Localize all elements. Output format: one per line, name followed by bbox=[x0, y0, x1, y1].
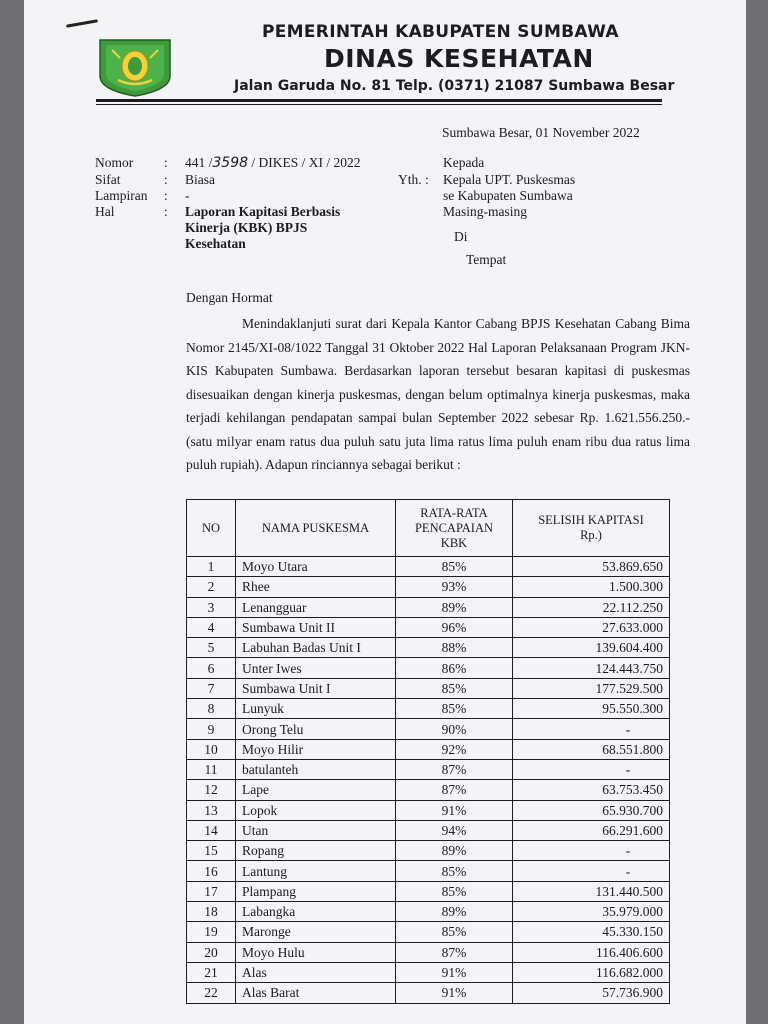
nomor-colon: : bbox=[164, 155, 168, 170]
cell-selisih: 177.529.500 bbox=[513, 678, 670, 698]
letterhead-agency: DINAS KESEHATAN bbox=[324, 44, 594, 73]
cell-no: 12 bbox=[187, 780, 236, 800]
letterhead-government: PEMERINTAH KABUPATEN SUMBAWA bbox=[262, 22, 619, 42]
cell-no: 14 bbox=[187, 820, 236, 840]
nomor-label: Nomor bbox=[95, 155, 134, 170]
table-header-row bbox=[187, 500, 670, 557]
lampiran-label: Lampiran bbox=[95, 188, 148, 203]
table-row bbox=[187, 678, 670, 698]
cell-selisih: 124.443.750 bbox=[513, 658, 670, 678]
cell-no: 10 bbox=[187, 739, 236, 759]
cell-selisih: 1.500.300 bbox=[513, 577, 670, 597]
table-row bbox=[187, 962, 670, 982]
header-kbk bbox=[396, 500, 513, 557]
nomor-prefix: 441 / bbox=[185, 155, 213, 170]
table-row bbox=[187, 739, 670, 759]
cell-kbk: 89% bbox=[396, 841, 513, 861]
sifat-label: Sifat bbox=[95, 172, 121, 187]
cell-selisih: 53.869.650 bbox=[513, 557, 670, 577]
cell-name: Moyo Hilir bbox=[236, 739, 396, 759]
sifat-value: Biasa bbox=[185, 172, 215, 187]
cell-no: 21 bbox=[187, 962, 236, 982]
cell-name: Lopok bbox=[236, 800, 396, 820]
cell-no: 20 bbox=[187, 942, 236, 962]
hal-line-3: Kesehatan bbox=[185, 236, 246, 251]
cell-no: 6 bbox=[187, 658, 236, 678]
cell-selisih: 68.551.800 bbox=[513, 739, 670, 759]
cell-no: 19 bbox=[187, 922, 236, 942]
cell-kbk: 85% bbox=[396, 881, 513, 901]
salutation: Dengan Hormat bbox=[186, 290, 273, 305]
cell-name: Lenangguar bbox=[236, 597, 396, 617]
table-row bbox=[187, 577, 670, 597]
table-row bbox=[187, 983, 670, 1003]
header-selisih-line-1: SELISIH KAPITASI bbox=[538, 513, 644, 527]
cell-kbk: 87% bbox=[396, 759, 513, 779]
cell-kbk: 93% bbox=[396, 577, 513, 597]
cell-selisih: - bbox=[513, 861, 670, 881]
recipient-line-1: Kepala UPT. Puskesmas bbox=[443, 172, 576, 187]
cell-name: Alas Barat bbox=[236, 983, 396, 1003]
nomor-suffix: / DIKES / XI / 2022 bbox=[251, 155, 361, 170]
cell-no: 18 bbox=[187, 902, 236, 922]
body-paragraph-text: Menindaklanjuti surat dari Kepala Kantor Cabang BPJS Kesehatan Cabang Bima Nomor 2145/XI-08/1022 Tanggal 31 Oktober 2022 Hal Laporan Pelaksanaan Program JKN-KIS Kabupaten Sumbawa. Berdasarkan laporan tersebut besaran kapitasi di puskesmas disesuaikan dengan kinerja puskesmas, dengan belum optimalnya kinerja puskesmas, maka terjadi kehilangan pendapatan sampai bulan September 2022 sebesar Rp. 1.621.556.250.- (satu milyar enam ratus dua puluh satu juta lima ratus lima puluh enam ribu dua ratus lima puluh rupiah). Adapun rinciannya sebagai berikut : bbox=[186, 316, 690, 472]
recipient-line-2: se Kabupaten Sumbawa bbox=[443, 188, 573, 203]
recipient-line-3: Masing-masing bbox=[443, 204, 527, 219]
cell-no: 15 bbox=[187, 841, 236, 861]
cell-name: Lantung bbox=[236, 861, 396, 881]
hal-line-2: Kinerja (KBK) BPJS bbox=[185, 220, 308, 235]
cell-name: Unter Iwes bbox=[236, 658, 396, 678]
recipient-di: Di bbox=[454, 229, 468, 244]
recipient-tempat: Tempat bbox=[466, 252, 507, 267]
body-paragraph bbox=[186, 312, 690, 477]
lampiran-colon: : bbox=[164, 188, 168, 203]
cell-name: Moyo Hulu bbox=[236, 942, 396, 962]
cell-name: Sumbawa Unit I bbox=[236, 678, 396, 698]
cell-no: 2 bbox=[187, 577, 236, 597]
cell-name: Orong Telu bbox=[236, 719, 396, 739]
table-row bbox=[187, 759, 670, 779]
cell-selisih: 35.979.000 bbox=[513, 902, 670, 922]
cell-name: Utan bbox=[236, 820, 396, 840]
cell-selisih: 63.753.450 bbox=[513, 780, 670, 800]
header-kbk-line-2: PENCAPAIAN bbox=[414, 520, 494, 535]
table-row bbox=[187, 617, 670, 637]
nomor-handwritten: 3598 bbox=[212, 155, 249, 171]
cell-kbk: 89% bbox=[396, 597, 513, 617]
cell-selisih: 22.112.250 bbox=[513, 597, 670, 617]
cell-name: Sumbawa Unit II bbox=[236, 617, 396, 637]
table-row bbox=[187, 699, 670, 719]
cell-name: Alas bbox=[236, 962, 396, 982]
cell-name: Labuhan Badas Unit I bbox=[236, 638, 396, 658]
cell-kbk: 85% bbox=[396, 557, 513, 577]
cell-kbk: 86% bbox=[396, 658, 513, 678]
letterhead-rule-thick bbox=[96, 99, 662, 102]
cell-kbk: 89% bbox=[396, 902, 513, 922]
header-no: NO bbox=[187, 500, 236, 557]
cell-no: 1 bbox=[187, 557, 236, 577]
table-row bbox=[187, 719, 670, 739]
cell-selisih: 131.440.500 bbox=[513, 881, 670, 901]
cell-name: batulanteh bbox=[236, 759, 396, 779]
lampiran-value: - bbox=[185, 188, 190, 203]
cell-name: Moyo Utara bbox=[236, 557, 396, 577]
table-row bbox=[187, 780, 670, 800]
header-selisih bbox=[513, 500, 670, 557]
cell-no: 16 bbox=[187, 861, 236, 881]
table-row bbox=[187, 922, 670, 942]
cell-kbk: 91% bbox=[396, 962, 513, 982]
sifat-colon: : bbox=[164, 172, 168, 187]
cell-no: 17 bbox=[187, 881, 236, 901]
cell-kbk: 96% bbox=[396, 617, 513, 637]
hal-line-1: Laporan Kapitasi Berbasis bbox=[185, 204, 341, 219]
cell-selisih: 66.291.600 bbox=[513, 820, 670, 840]
letterhead-address: Jalan Garuda No. 81 Telp. (0371) 21087 Sumbawa Besar bbox=[234, 78, 675, 94]
table-row bbox=[187, 942, 670, 962]
cell-kbk: 85% bbox=[396, 699, 513, 719]
table-row bbox=[187, 861, 670, 881]
cell-name: Ropang bbox=[236, 841, 396, 861]
cell-no: 22 bbox=[187, 983, 236, 1003]
table-row bbox=[187, 820, 670, 840]
table-body bbox=[187, 557, 670, 1004]
header-name: NAMA PUSKESMA bbox=[236, 500, 396, 557]
cell-name: Maronge bbox=[236, 922, 396, 942]
kapitasi-table bbox=[186, 499, 670, 1004]
cell-kbk: 87% bbox=[396, 942, 513, 962]
letterhead-rule-thin bbox=[96, 104, 662, 105]
header-kbk-line-3: KBK bbox=[440, 535, 468, 550]
cell-name: Rhee bbox=[236, 577, 396, 597]
cell-selisih: 116.406.600 bbox=[513, 942, 670, 962]
header-selisih-line-2: Rp.) bbox=[580, 528, 602, 542]
table-row bbox=[187, 597, 670, 617]
cell-kbk: 85% bbox=[396, 922, 513, 942]
cell-kbk: 94% bbox=[396, 820, 513, 840]
cell-name: Plampang bbox=[236, 881, 396, 901]
cell-kbk: 85% bbox=[396, 861, 513, 881]
cell-no: 3 bbox=[187, 597, 236, 617]
cell-name: Lunyuk bbox=[236, 699, 396, 719]
cell-selisih: 27.633.000 bbox=[513, 617, 670, 637]
sumbawa-regency-emblem-icon bbox=[96, 36, 174, 98]
cell-no: 5 bbox=[187, 638, 236, 658]
cell-no: 7 bbox=[187, 678, 236, 698]
cell-no: 13 bbox=[187, 800, 236, 820]
table-row bbox=[187, 658, 670, 678]
cell-selisih: 65.930.700 bbox=[513, 800, 670, 820]
cell-selisih: 95.550.300 bbox=[513, 699, 670, 719]
cell-name: Labangka bbox=[236, 902, 396, 922]
cell-no: 9 bbox=[187, 719, 236, 739]
nomor-value bbox=[185, 155, 361, 171]
table-row bbox=[187, 557, 670, 577]
recipient-yth: Yth. : bbox=[398, 172, 429, 187]
cell-selisih: - bbox=[513, 759, 670, 779]
cell-kbk: 92% bbox=[396, 739, 513, 759]
table-row bbox=[187, 800, 670, 820]
cell-selisih: 116.682.000 bbox=[513, 962, 670, 982]
cell-selisih: 57.736.900 bbox=[513, 983, 670, 1003]
header-kbk-line-1: RATA-RATA bbox=[420, 505, 488, 520]
cell-kbk: 88% bbox=[396, 638, 513, 658]
letter-date: Sumbawa Besar, 01 November 2022 bbox=[442, 125, 640, 140]
cell-kbk: 87% bbox=[396, 780, 513, 800]
cell-selisih: 45.330.150 bbox=[513, 922, 670, 942]
recipient-kepada: Kepada bbox=[443, 155, 485, 170]
cell-kbk: 90% bbox=[396, 719, 513, 739]
cell-no: 11 bbox=[187, 759, 236, 779]
cell-kbk: 85% bbox=[396, 678, 513, 698]
cell-no: 4 bbox=[187, 617, 236, 637]
cell-selisih: - bbox=[513, 719, 670, 739]
cell-name: Lape bbox=[236, 780, 396, 800]
cell-kbk: 91% bbox=[396, 983, 513, 1003]
hal-label: Hal bbox=[95, 204, 115, 219]
cell-no: 8 bbox=[187, 699, 236, 719]
cell-selisih: - bbox=[513, 841, 670, 861]
cell-kbk: 91% bbox=[396, 800, 513, 820]
cell-selisih: 139.604.400 bbox=[513, 638, 670, 658]
table-row bbox=[187, 841, 670, 861]
table-row bbox=[187, 638, 670, 658]
table-row bbox=[187, 902, 670, 922]
hal-colon: : bbox=[164, 204, 168, 219]
table-row bbox=[187, 881, 670, 901]
